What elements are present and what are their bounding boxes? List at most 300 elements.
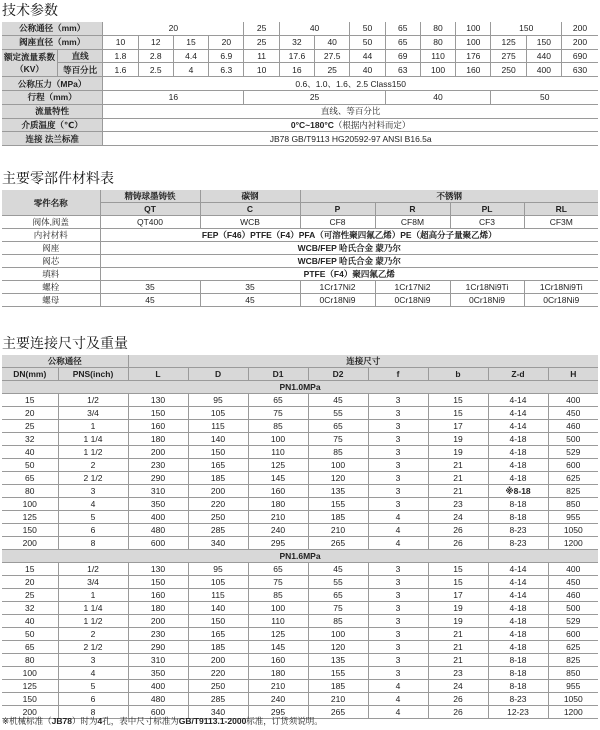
row-cv-pct (2, 63, 598, 77)
table-cell: 1Cr18Ni9Ti (524, 281, 598, 294)
row-label: 行程（mm） (2, 90, 103, 104)
table-cell: 1 1/4 (58, 602, 128, 615)
table-cell: 1 (58, 589, 128, 602)
table-cell: 55 (308, 576, 368, 589)
table-cell: 4-14 (488, 394, 548, 407)
dimensions-table (2, 355, 598, 719)
table-cell: 26 (428, 693, 488, 706)
table-cell: 400 (548, 394, 598, 407)
table-cell: 130 (128, 394, 188, 407)
table-cell: 15 (428, 407, 488, 420)
table-cell: 3 (368, 602, 428, 615)
table-cell: 10 (244, 63, 279, 77)
table-cell: 850 (548, 498, 598, 511)
table-cell: 65 (2, 641, 58, 654)
table-cell: 20 (2, 576, 58, 589)
table-cell: 185 (188, 472, 248, 485)
table-cell: 23 (428, 667, 488, 680)
table-cell: 17 (428, 589, 488, 602)
table-cell: 125 (248, 459, 308, 472)
table-cell: 85 (248, 589, 308, 602)
table-cell: 27.5 (315, 49, 350, 63)
table-cell: 44 (350, 49, 385, 63)
table-cell: 15 (173, 35, 208, 49)
table-cell: 6.9 (209, 49, 244, 63)
table-cell: 4-18 (488, 459, 548, 472)
table-cell: 440 (526, 49, 561, 63)
table-row (2, 268, 598, 281)
header-col: D2 (308, 368, 368, 381)
table-row (2, 680, 598, 693)
table-cell: 24 (428, 680, 488, 693)
table-cell: 150 (128, 576, 188, 589)
material-code: C (200, 203, 300, 216)
table-cell: 65 (308, 589, 368, 602)
table-cell: 1 1/2 (58, 615, 128, 628)
table-cell: 4-14 (488, 563, 548, 576)
dimensions-title: 主要连接尺寸及重量 (2, 335, 128, 351)
table-cell: 4-18 (488, 472, 548, 485)
table-row (2, 628, 598, 641)
temp-value (103, 118, 598, 132)
table-cell: 450 (548, 407, 598, 420)
table-cell: 24 (428, 511, 488, 524)
table-cell: 11 (244, 49, 279, 63)
table-cell: 8-23 (488, 693, 548, 706)
table-cell: 2 1/2 (58, 641, 128, 654)
table-cell: 150 (2, 524, 58, 537)
table-cell: 10 (103, 35, 138, 49)
table-cell: 15 (2, 394, 58, 407)
row-flange-std (2, 132, 598, 146)
row-seat-dia (2, 35, 598, 49)
table-row (2, 420, 598, 433)
table-cell: 500 (548, 433, 598, 446)
table-cell: 21 (428, 485, 488, 498)
table-cell: 8-18 (488, 667, 548, 680)
table-cell: 600 (128, 537, 188, 550)
table-cell: 4-18 (488, 446, 548, 459)
part-name: 阀座 (2, 242, 100, 255)
table-cell: 285 (188, 524, 248, 537)
table-cell: 200 (128, 446, 188, 459)
table-cell: 1050 (548, 524, 598, 537)
table-cell: 0Cr18Ni9 (375, 294, 450, 307)
table-cell: 350 (128, 667, 188, 680)
table-cell: 4 (368, 680, 428, 693)
table-cell: 110 (248, 446, 308, 459)
table-row (2, 589, 598, 602)
table-cell: 3 (368, 628, 428, 641)
table-row (2, 641, 598, 654)
table-cell: 4 (368, 693, 428, 706)
table-cell: 295 (248, 537, 308, 550)
table-cell: 8 (58, 537, 128, 550)
cv-label (2, 49, 57, 77)
table-cell: 40 (315, 35, 350, 49)
header-col: D (188, 368, 248, 381)
table-cell: 200 (188, 485, 248, 498)
material-code: R (375, 203, 450, 216)
table-cell: 4 (58, 498, 128, 511)
table-cell: 240 (248, 524, 308, 537)
table-row (2, 498, 598, 511)
table-cell: 340 (188, 537, 248, 550)
table-cell: 4.4 (173, 49, 208, 63)
table-cell: 145 (248, 472, 308, 485)
table-cell: 45 (308, 563, 368, 576)
row-cv-linear (2, 49, 598, 63)
header-col: Z-d (488, 368, 548, 381)
table-cell: 69 (385, 49, 420, 63)
table-cell: 265 (308, 706, 368, 719)
table-cell: 125 (2, 511, 58, 524)
footnote (2, 715, 323, 727)
table-cell: 230 (128, 628, 188, 641)
footnote-std: JB78 (51, 716, 72, 726)
table-cell: 1Cr18Ni9Ti (450, 281, 524, 294)
material-code: P (300, 203, 375, 216)
table-cell: 250 (491, 63, 526, 77)
table-cell: 4 (58, 667, 128, 680)
table-cell: 4-18 (488, 615, 548, 628)
table-cell: 直线、等百分比 (103, 104, 598, 118)
table-cell: 0Cr18Ni9 (450, 294, 524, 307)
table-cell: 130 (128, 563, 188, 576)
part-material-span: WCB/FEP 哈氏合金 蒙乃尔 (100, 242, 598, 255)
material-code: QT (100, 203, 200, 216)
table-cell: 150 (188, 615, 248, 628)
table-cell: 250 (188, 511, 248, 524)
temp-note: （根据内衬料而定） (333, 119, 411, 130)
table-cell: 8-18 (488, 680, 548, 693)
table-cell: 3 (368, 472, 428, 485)
table-cell: 4 (173, 63, 208, 77)
table-cell: 21 (428, 459, 488, 472)
table-cell: 160 (128, 420, 188, 433)
table-cell: 100 (456, 22, 491, 35)
table-cell: 185 (188, 641, 248, 654)
table-cell: 65 (248, 394, 308, 407)
table-cell: 32 (2, 602, 58, 615)
table-cell: 80 (2, 485, 58, 498)
table-cell: 100 (2, 498, 58, 511)
part-name: 填料 (2, 268, 100, 281)
table-cell: 160 (128, 589, 188, 602)
table-row (2, 433, 598, 446)
table-cell: 8-18 (488, 511, 548, 524)
materials-table (2, 190, 598, 307)
table-cell: 3 (368, 615, 428, 628)
table-cell: 2.8 (138, 49, 173, 63)
table-cell: 17.6 (279, 49, 314, 63)
table-cell: 450 (548, 576, 598, 589)
table-row (2, 281, 598, 294)
table-cell: 25 (2, 589, 58, 602)
table-cell: 0Cr18Ni9 (524, 294, 598, 307)
table-cell: 21 (428, 654, 488, 667)
table-cell: 100 (248, 433, 308, 446)
table-row (2, 654, 598, 667)
table-cell: 200 (128, 615, 188, 628)
table-cell: 1/2 (58, 563, 128, 576)
table-cell: 4 (368, 706, 428, 719)
table-cell: 120 (308, 472, 368, 485)
table-cell: 600 (128, 706, 188, 719)
header-carbon-steel: 碳钢 (200, 190, 300, 203)
part-material-span: WCB/FEP 哈氏合金 蒙乃尔 (100, 255, 598, 268)
table-cell: 220 (188, 667, 248, 680)
table-cell: 5 (58, 680, 128, 693)
table-row (2, 229, 598, 242)
table-row (2, 394, 598, 407)
table-cell: 1 1/2 (58, 446, 128, 459)
footnote-gb: GB/T9113.1-2000 (178, 716, 247, 726)
table-cell: 290 (128, 472, 188, 485)
row-temp (2, 118, 598, 132)
table-cell: 100 (456, 35, 491, 49)
table-cell: 1 1/4 (58, 433, 128, 446)
table-cell: 275 (491, 49, 526, 63)
table-cell: 630 (562, 63, 598, 77)
table-cell: 240 (248, 693, 308, 706)
table-row (2, 485, 598, 498)
table-cell: 120 (308, 641, 368, 654)
table-cell: 3/4 (58, 407, 128, 420)
table-cell: 1Cr17Ni2 (375, 281, 450, 294)
table-cell: 210 (308, 693, 368, 706)
table-cell: 165 (188, 459, 248, 472)
table-cell: 2 (58, 459, 128, 472)
table-cell: 95 (188, 563, 248, 576)
table-cell: 200 (188, 654, 248, 667)
table-cell: 26 (428, 706, 488, 719)
table-cell: 140 (188, 433, 248, 446)
table-cell: 3 (368, 641, 428, 654)
material-code: PL (450, 203, 524, 216)
table-cell: 6 (58, 524, 128, 537)
table-row (2, 693, 598, 706)
table-cell: 45 (200, 294, 300, 307)
table-cell: 100 (248, 602, 308, 615)
table-row (2, 446, 598, 459)
table-cell: 40 (2, 446, 58, 459)
header-col: H (548, 368, 598, 381)
footnote-text-4: 标准，订货须说明。 (246, 716, 323, 726)
table-cell: 460 (548, 589, 598, 602)
part-name: 阀体,阀盖 (2, 216, 100, 229)
table-cell: 8-18 (488, 654, 548, 667)
table-row (2, 472, 598, 485)
table-cell: 210 (248, 680, 308, 693)
table-cell: 3 (368, 498, 428, 511)
table-cell: 200 (2, 537, 58, 550)
table-cell: 200 (562, 22, 598, 35)
table-cell: 5 (58, 511, 128, 524)
table-cell: 16 (103, 90, 244, 104)
table-cell: 185 (308, 680, 368, 693)
table-cell: 180 (128, 602, 188, 615)
table-cell: 4-18 (488, 602, 548, 615)
table-cell: ※8-18 (488, 485, 548, 498)
table-cell: 125 (491, 35, 526, 49)
table-cell: 32 (279, 35, 314, 49)
table-row (2, 294, 598, 307)
table-cell: 100 (308, 459, 368, 472)
table-cell: 125 (248, 628, 308, 641)
table-cell: 850 (548, 667, 598, 680)
row-stroke (2, 90, 598, 104)
table-cell: 3 (368, 459, 428, 472)
table-cell: 4-18 (488, 433, 548, 446)
table-row (2, 216, 598, 229)
table-cell: 15 (428, 394, 488, 407)
header-col: b (428, 368, 488, 381)
table-cell: 115 (188, 420, 248, 433)
table-cell: 65 (2, 472, 58, 485)
header-dn: DN(mm) (2, 368, 58, 381)
table-cell: 3 (368, 563, 428, 576)
table-cell: 150 (2, 693, 58, 706)
part-material-span: PTFE（F4）聚四氟乙烯 (100, 268, 598, 281)
pressure-group-label: PN1.6MPa (2, 550, 598, 563)
table-cell: 1200 (548, 537, 598, 550)
table-cell: 95 (188, 394, 248, 407)
table-cell: 290 (128, 641, 188, 654)
table-cell: 75 (248, 407, 308, 420)
table-cell: 350 (128, 498, 188, 511)
table-cell: 3 (368, 654, 428, 667)
table-cell: CF3M (524, 216, 598, 229)
table-cell: 4 (368, 524, 428, 537)
table-cell: 100 (308, 628, 368, 641)
table-row (2, 615, 598, 628)
table-cell: 140 (188, 602, 248, 615)
table-cell: 6.3 (209, 63, 244, 77)
table-cell: 8 (58, 706, 128, 719)
table-cell: 50 (491, 90, 598, 104)
table-cell: 295 (248, 706, 308, 719)
table-cell: 155 (308, 498, 368, 511)
dims-header-row-1 (2, 355, 598, 368)
table-row (2, 576, 598, 589)
header-pns: PNS(inch) (58, 368, 128, 381)
table-cell: 75 (308, 433, 368, 446)
table-cell: 160 (248, 485, 308, 498)
table-cell: 150 (526, 35, 561, 49)
table-cell: 1200 (548, 706, 598, 719)
table-cell: 1Cr17Ni2 (300, 281, 375, 294)
table-cell: 4 (368, 511, 428, 524)
table-cell: 480 (128, 524, 188, 537)
table-cell: 75 (308, 602, 368, 615)
header-col: D1 (248, 368, 308, 381)
temp-range: 0°C~180°C (290, 119, 334, 130)
cv-label-line2: （KV） (15, 63, 44, 74)
table-cell: 110 (248, 615, 308, 628)
table-row (2, 459, 598, 472)
table-cell: 80 (420, 35, 455, 49)
table-cell: 4-18 (488, 641, 548, 654)
cv-label-line1: 额定流量系数 (3, 51, 55, 62)
table-cell: 180 (248, 667, 308, 680)
table-cell: 1 (58, 420, 128, 433)
table-cell: 4-14 (488, 420, 548, 433)
row-label: 流量特性 (2, 104, 103, 118)
tech-params-title: 技术参数 (2, 2, 58, 18)
pressure-group-row (2, 550, 598, 563)
table-cell: 150 (491, 22, 562, 35)
table-row (2, 537, 598, 550)
part-name: 阀芯 (2, 255, 100, 268)
table-cell: 85 (248, 420, 308, 433)
row-label: 介质温度（℃） (2, 118, 103, 132)
table-cell: 3 (368, 446, 428, 459)
table-cell: 4-14 (488, 589, 548, 602)
table-cell: 50 (2, 459, 58, 472)
table-cell: 63 (385, 63, 420, 77)
pressure-group-label: PN1.0MPa (2, 381, 598, 394)
table-cell: 65 (385, 22, 420, 35)
table-cell: 19 (428, 602, 488, 615)
table-cell: 160 (456, 63, 491, 77)
part-name: 螺母 (2, 294, 100, 307)
table-cell: CF8 (300, 216, 375, 229)
table-cell: 105 (188, 407, 248, 420)
table-cell: 20 (103, 22, 244, 35)
table-cell: 1.6 (103, 63, 138, 77)
table-cell: 400 (526, 63, 561, 77)
table-cell: 210 (308, 524, 368, 537)
table-cell: 4-18 (488, 628, 548, 641)
table-cell: 25 (244, 22, 279, 35)
table-cell: 21 (428, 628, 488, 641)
table-cell: 8-23 (488, 524, 548, 537)
table-cell: 15 (428, 576, 488, 589)
table-cell: 625 (548, 641, 598, 654)
table-cell: 625 (548, 472, 598, 485)
table-cell: 1050 (548, 693, 598, 706)
table-cell: 2.5 (138, 63, 173, 77)
table-row (2, 602, 598, 615)
table-cell: 75 (248, 576, 308, 589)
materials-title: 主要零部件材料表 (2, 170, 114, 186)
table-cell: 50 (350, 22, 385, 35)
table-cell: 25 (244, 90, 385, 104)
table-cell: 176 (456, 49, 491, 63)
pressure-group-row (2, 381, 598, 394)
table-cell: 85 (308, 446, 368, 459)
table-cell: 8-18 (488, 498, 548, 511)
part-material-span: FEP（F46）PTFE（F4）PFA（可溶性聚四氟乙烯）PE（超高分子量聚乙烯） (100, 229, 598, 242)
row-label: 阀座直径（mm） (2, 35, 103, 49)
table-cell: 3 (58, 654, 128, 667)
table-cell: 4-14 (488, 576, 548, 589)
header-col: L (128, 368, 188, 381)
table-cell: 25 (244, 35, 279, 49)
table-row (2, 667, 598, 680)
table-cell: 40 (385, 90, 491, 104)
table-row (2, 524, 598, 537)
table-cell: 155 (308, 667, 368, 680)
table-cell: 3 (368, 667, 428, 680)
table-cell: 20 (209, 35, 244, 49)
table-cell: 0.6、1.0、1.6、2.5 Class150 (103, 77, 598, 91)
table-cell: 210 (248, 511, 308, 524)
row-flow (2, 104, 598, 118)
header-connection: 连接尺寸 (128, 355, 598, 368)
table-cell: 955 (548, 511, 598, 524)
